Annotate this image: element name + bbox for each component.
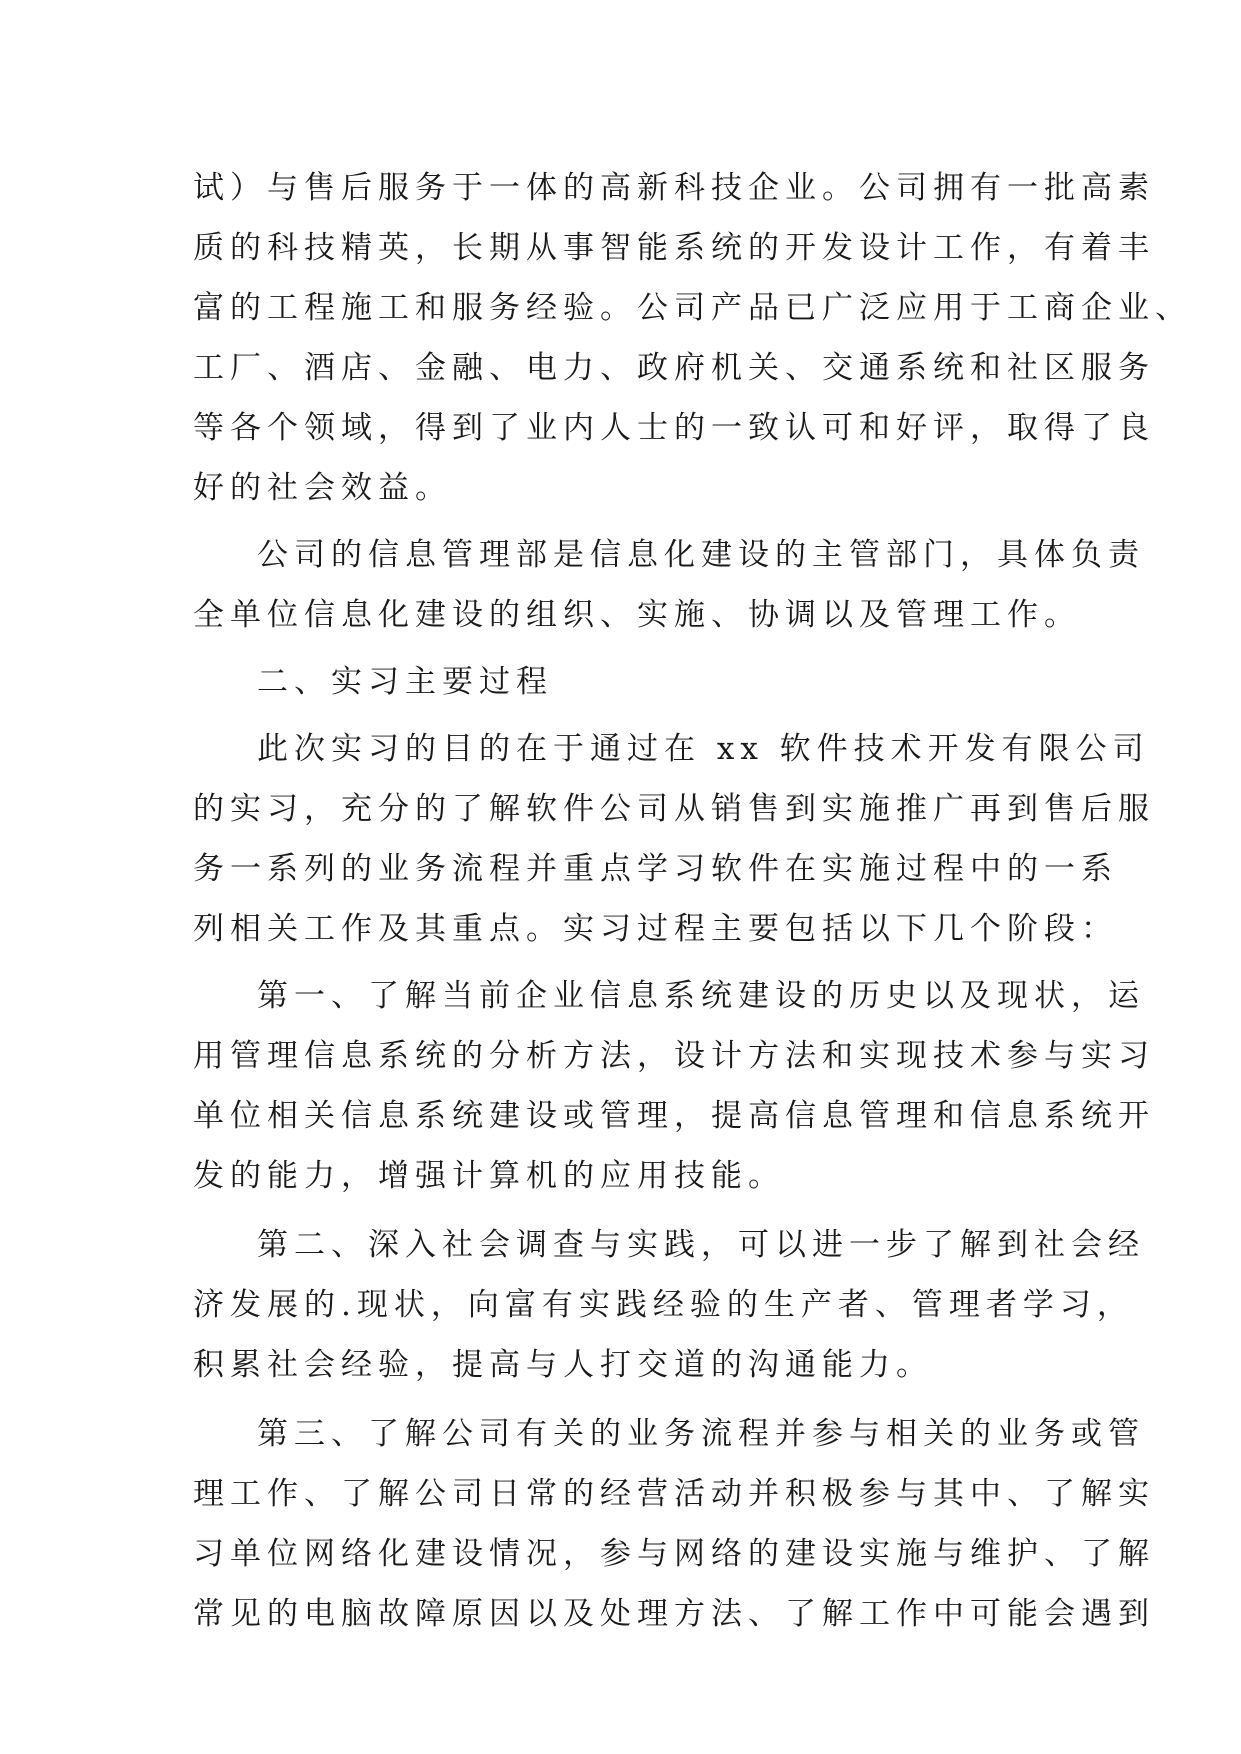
text-line: 用管理信息系统的分析方法，设计方法和实现技术参与实习	[193, 1038, 1155, 1074]
text-line: 第三、了解公司有关的业务流程并参与相关的业务或管	[257, 1416, 1145, 1452]
text-line: 第二、深入社会调查与实践，可以进一步了解到社会经	[257, 1227, 1145, 1263]
text-line: 试）与售后服务于一体的高新科技企业。公司拥有一批高素	[193, 170, 1155, 206]
text-line: 富的工程施工和服务经验。公司产品已广泛应用于工商企业、	[193, 290, 1192, 326]
paragraph-info-department	[193, 525, 1145, 645]
paragraph-stage-three	[193, 1404, 1155, 1644]
text-line: 习单位网络化建设情况，参与网络的建设实施与维护、了解	[193, 1536, 1155, 1572]
text-line: 务一系列的业务流程并重点学习软件在实施过程中的一系	[193, 851, 1118, 887]
text-line: 济发展的.现状，向富有实践经验的生产者、管理者学习，	[193, 1287, 1134, 1323]
paragraph-stage-one	[193, 966, 1155, 1206]
paragraph-internship-purpose	[193, 719, 1155, 959]
paragraph-stage-two	[193, 1215, 1145, 1395]
text-line: 常见的电脑故障原因以及处理方法、了解工作中可能会遇到	[193, 1596, 1155, 1632]
text-line: 此次实习的目的在于通过在 xx 软件技术开发有限公司	[257, 731, 1150, 767]
text-line: 公司的信息管理部是信息化建设的主管部门，具体负责	[257, 537, 1145, 573]
text-line: 第一、了解当前企业信息系统建设的历史以及现状，运	[257, 978, 1145, 1014]
text-line: 发的能力，增强计算机的应用技能。	[193, 1158, 785, 1194]
paragraph-company-intro	[193, 158, 1192, 518]
text-line: 积累社会经验，提高与人打交道的沟通能力。	[193, 1347, 933, 1383]
text-line: 质的科技精英，长期从事智能系统的开发设计工作，有着丰	[193, 230, 1155, 266]
text-line: 等各个领域，得到了业内人士的一致认可和好评，取得了良	[193, 410, 1155, 446]
text-line: 列相关工作及其重点。实习过程主要包括以下几个阶段：	[193, 911, 1118, 947]
section-heading: 二、实习主要过程	[257, 664, 553, 700]
text-line: 单位相关信息系统建设或管理，提高信息管理和信息系统开	[193, 1098, 1155, 1134]
text-line: 的实习，充分的了解软件公司从销售到实施推广再到售后服	[193, 791, 1155, 827]
text-line: 理工作、了解公司日常的经营活动并积极参与其中、了解实	[193, 1476, 1155, 1512]
section-heading-internship-process	[193, 652, 1073, 712]
text-line: 全单位信息化建设的组织、实施、协调以及管理工作。	[193, 597, 1081, 633]
text-line: 好的社会效益。	[193, 470, 452, 506]
text-line: 工厂、酒店、金融、电力、政府机关、交通系统和社区服务	[193, 350, 1155, 386]
document-body	[193, 158, 1192, 1644]
